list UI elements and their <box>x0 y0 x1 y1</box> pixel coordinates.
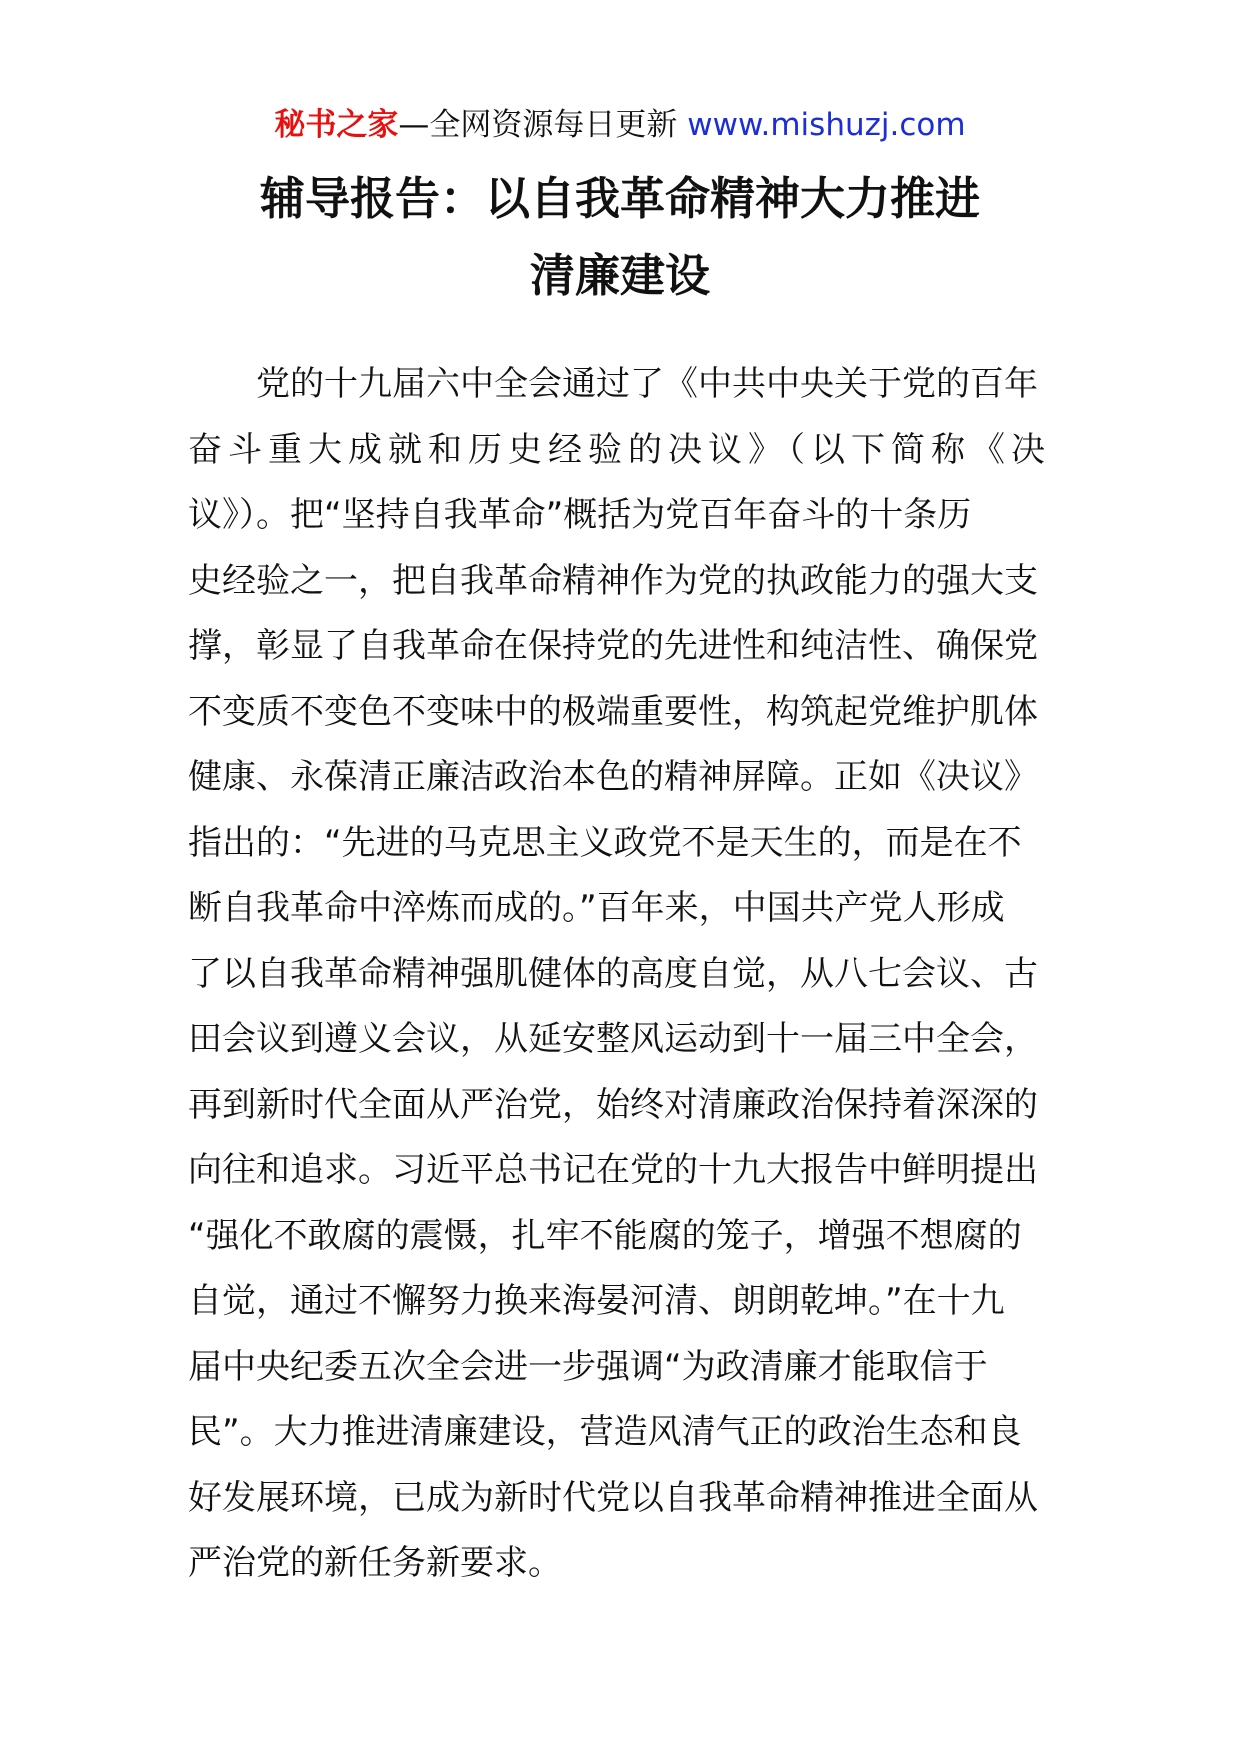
paragraph-line: 了以自我革命精神强肌健体的高度自觉，从八七会议、古 <box>188 953 1038 994</box>
document-title <box>0 160 1240 314</box>
paragraph-line: 好发展环境，已成为新时代党以自我革命精神推进全面从 <box>188 1477 1038 1518</box>
paragraph-line: 党的十九届六中全会通过了《中共中央关于党的百年 <box>256 364 1038 404</box>
paragraph-line: “强化不敢腐的震慑，扎牢不能腐的笼子，增强不想腐的 <box>188 1215 1022 1256</box>
paragraph-line: 指出的：“先进的马克思主义政党不是天生的，而是在不 <box>188 822 1022 863</box>
paragraph-line: 向往和追求。习近平总书记在党的十九大报告中鲜明提出 <box>188 1150 1038 1190</box>
paragraph-line: 不变质不变色不变味中的极端重要性，构筑起党维护肌体 <box>188 691 1038 732</box>
paragraph-line: 民”。大力推进清廉建设，营造风清气正的政治生态和良 <box>188 1412 1022 1452</box>
document-title-line-2: 清廉建设 <box>529 249 710 302</box>
paragraph-line: 田会议到遵义会议，从延安整风运动到十一届三中全会， <box>188 1019 1038 1059</box>
paragraph-line: 议》）。把“坚持自我革命”概括为党百年奋斗的十条历 <box>188 495 972 535</box>
document-title-line-1: 辅导报告：以自我革命精神大力推进 <box>259 172 980 225</box>
paragraph-line: 届中央纪委五次全会进一步强调“为政清廉才能取信于 <box>188 1346 988 1387</box>
site-tagline: —全网资源每日更新 <box>398 107 678 143</box>
paragraph-line: 健康、永葆清正廉洁政治本色的精神屏障。正如《决议》 <box>188 757 1038 797</box>
site-header <box>0 100 1240 150</box>
site-url-link[interactable]: www.mishuzj.com <box>687 107 966 143</box>
paragraph-line: 撑，彰显了自我革命在保持党的先进性和纯洁性、确保党 <box>188 626 1038 666</box>
paragraph-line: 严治党的新任务新要求。 <box>188 1543 562 1583</box>
paragraph-line: 自觉，通过不懈努力换来海晏河清、朗朗乾坤。”在十九 <box>188 1281 1005 1321</box>
paragraph-line: 断自我革命中淬炼而成的。”百年来，中国共产党人形成 <box>188 888 1005 928</box>
body-paragraph <box>188 352 1054 1597</box>
site-brand: 秘书之家 <box>274 107 399 143</box>
paragraph-line: 史经验之一，把自我革命精神作为党的执政能力的强大支 <box>188 560 1038 601</box>
paragraph-line: 再到新时代全面从严治党，始终对清廉政治保持着深深的 <box>188 1084 1038 1125</box>
paragraph-line: 奋斗重大成就和历史经验的决议》（以下简称《决 <box>188 429 1051 470</box>
